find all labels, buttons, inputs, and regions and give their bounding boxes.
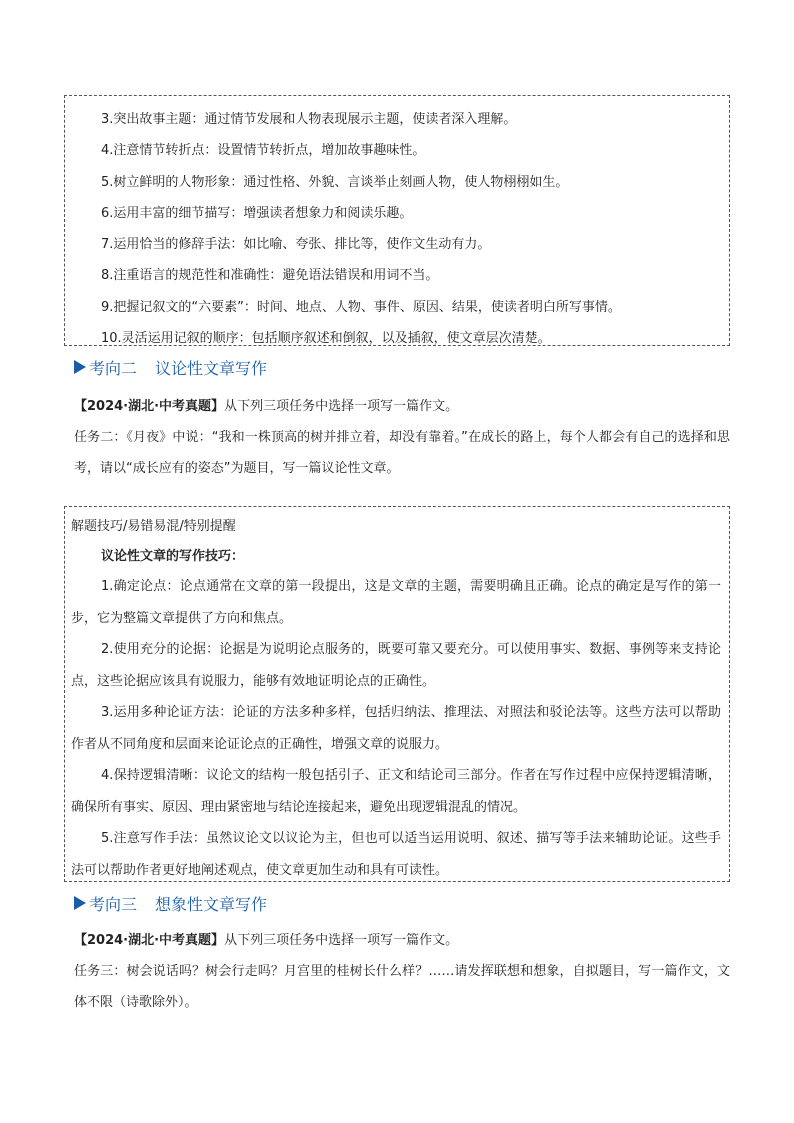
tips-box-title: 解题技巧/易错易混/特别提醒 <box>71 519 236 534</box>
tip-item: 3.突出故事主题：通过情节发展和人物表现展示主题，使读者深入理解。 <box>101 112 517 127</box>
tip-paragraph: 2.使用充分的论据：论据是为说明论点服务的，既要可靠又要充分。可以使用事实、数据、事例等来支持论点，这些论据应该具有说服力，能够有效地证明论点的正确性。 <box>71 642 721 689</box>
tip-paragraph: 4.保持逻辑清晰：议论文的结构一般包括引子、正文和结论司三部分。作者在写作过程中应保持逻辑清晰，确保所有事实、原因、理由紧密地与结论连接起来，避免出现逻辑混乱的情况。 <box>71 768 721 815</box>
section-title: 议论性文章写作 <box>155 358 268 378</box>
question-instruction: 从下列三项任务中选择一项写一篇作文。 <box>224 933 459 948</box>
section-title: 想象性文章写作 <box>155 894 268 914</box>
question-source: 【2024·湖北·中考真题】 <box>74 933 225 948</box>
exam-question-argumentative <box>74 391 730 484</box>
tips-subtitle: 议论性文章的写作技巧： <box>101 549 245 564</box>
question-line <box>74 391 730 422</box>
narrative-tips-box <box>64 95 730 346</box>
question-task: 任务三：树会说话吗？树会行走吗？月宫里的桂树长什么样？……请发挥联想和想象，自拟题目，写一篇作文，文体不限（诗歌除外）。 <box>74 964 730 1010</box>
triangle-bullet-icon <box>74 896 86 910</box>
exam-question-imaginative <box>74 925 730 1018</box>
question-instruction: 从下列三项任务中选择一项写一篇作文。 <box>224 399 459 414</box>
section-label: 考向三 <box>89 894 138 914</box>
triangle-bullet-icon <box>74 360 86 374</box>
section-heading-argumentative <box>74 355 267 379</box>
tip-paragraph: 1.确定论点：论点通常在文章的第一段提出，这是文章的主题，需要明确且正确。论点的确定是写作的第一步，它为整篇文章提供了方向和焦点。 <box>71 579 721 626</box>
tip-paragraph: 3.运用多种论证方法：论证的方法多种多样，包括归纳法、推理法、对照法和驳论法等。这些方法可以帮助作者从不同角度和层面来论证论点的正确性，增强文章的说服力。 <box>71 705 721 752</box>
tip-item: 10.灵活运用记叙的顺序：包括顺序叙述和倒叙，以及插叙，使文章层次清楚。 <box>101 331 551 347</box>
section-heading-imaginative <box>74 891 267 915</box>
argumentative-tips-box <box>64 506 730 882</box>
tip-item: 9.把握记叙文的“六要素”：时间、地点、人物、事件、原因、结果，使读者明白所写事情。 <box>101 299 621 315</box>
question-task: 任务二：《月夜》中说：“我和一株顶高的树并排立着，却没有靠着。”在成长的路上，每个人都会有自己的选择和思考，请以“成长应有的姿态”为题目，写一篇议论性文章。 <box>74 430 730 476</box>
tip-item: 6.运用丰富的细节描写：增强读者想象力和阅读乐趣。 <box>101 205 413 221</box>
tip-item: 7.运用恰当的修辞手法：如比喻、夸张、排比等，使作文生动有力。 <box>101 237 491 253</box>
question-source: 【2024·湖北·中考真题】 <box>74 399 225 414</box>
tip-item: 4.注意情节转折点：设置情节转折点，增加故事趣味性。 <box>101 143 426 159</box>
tip-item: 8.注重语言的规范性和准确性：避免语法错误和用词不当。 <box>101 268 439 284</box>
section-label: 考向二 <box>89 358 138 378</box>
question-line <box>74 925 730 956</box>
tip-paragraph: 5.注意写作手法：虽然议论文以议论为主，但也可以适当运用说明、叙述、描写等手法来辅助论证。这些手法可以帮助作者更好地阐述观点，使文章更加生动和具有可读性。 <box>71 831 721 878</box>
tip-item: 5.树立鲜明的人物形象：通过性格、外貌、言谈举止刻画人物，使人物栩栩如生。 <box>101 174 569 190</box>
